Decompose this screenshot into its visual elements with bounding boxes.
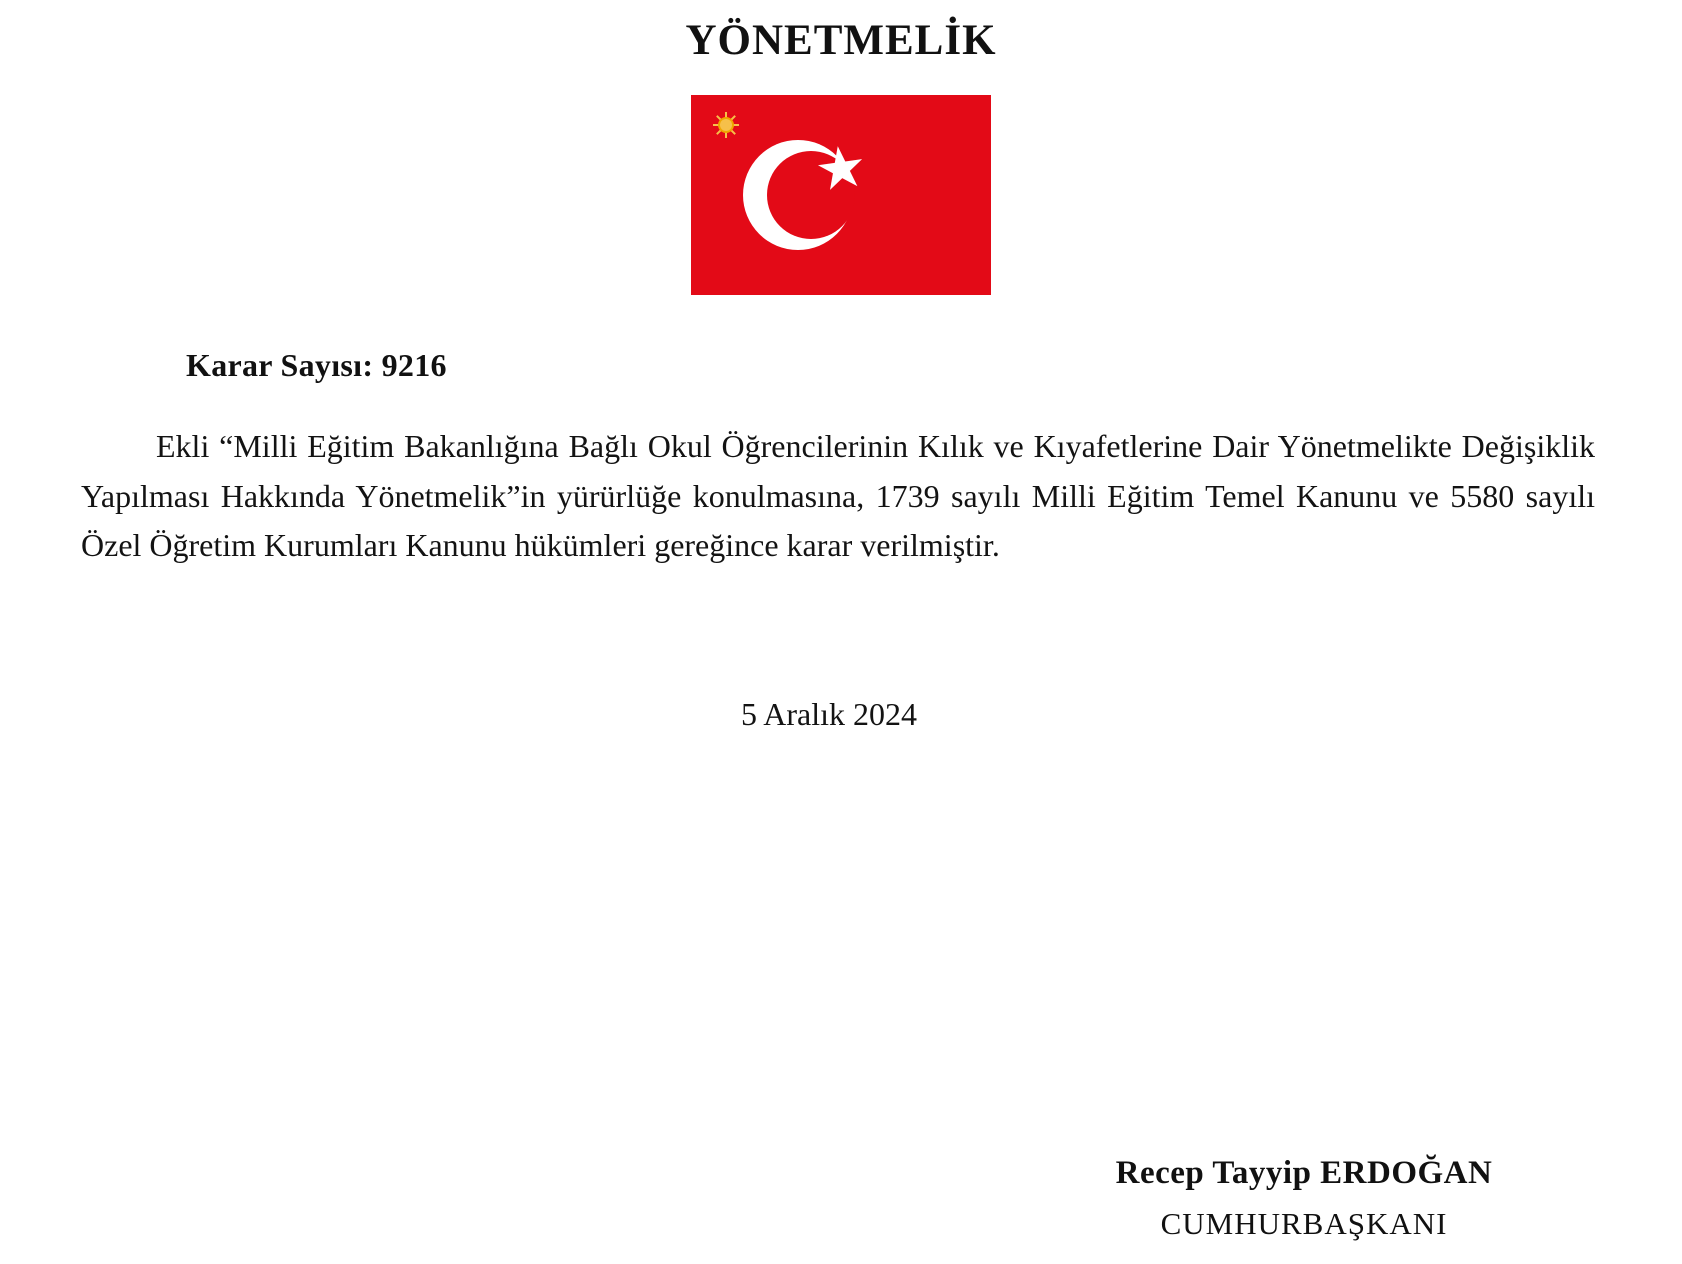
signatory-name: Recep Tayyip ERDOĞAN <box>1115 1155 1493 1191</box>
document-date: 5 Aralık 2024 <box>741 695 917 732</box>
signatory-title: CUMHURBAŞKANI <box>1160 1206 1448 1241</box>
body-paragraph: Ekli “Milli Eğitim Bakanlığına Bağlı Okul Öğrencilerinin Kılık ve Kıyafetlerine Dair Yönetmelikte Değişiklik Yapılması Hakkında Yönetmelik”in yürürlüğe konulmasına, 1739 sayılı Milli Eğitim Temel Kanunu ve 5580 sayılı Özel Öğretim Kurumları Kanunu hükümleri gereğince karar verilmiştir. <box>81 428 1595 564</box>
turkish-flag-icon <box>691 95 991 295</box>
emblem-container <box>0 95 1682 295</box>
sun-badge-icon <box>713 112 739 138</box>
signature-block <box>1044 1155 1564 1242</box>
document-body <box>41 347 1641 733</box>
page-title: YÖNETMELİK <box>685 17 997 64</box>
decision-number: Karar Sayısı: 9216 <box>186 347 447 383</box>
